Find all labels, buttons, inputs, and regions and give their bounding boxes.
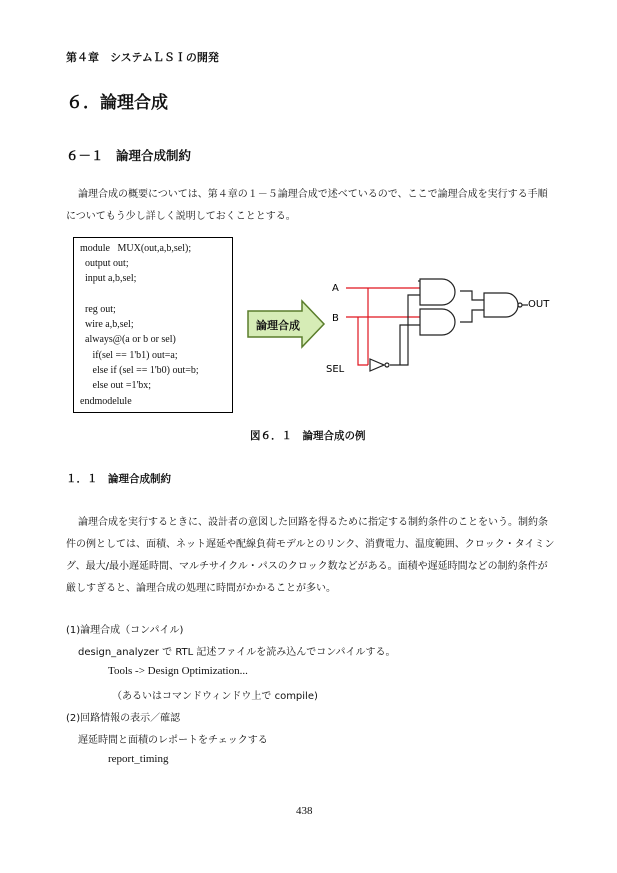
nand-bubble-icon [518,303,522,307]
inverter-icon [370,359,384,371]
subsubsection-title: １．１ 論理合成制約 [66,473,171,485]
intro-paragraph: 論理合成の概要については、第４章の１－５論理合成で述べているので、ここで論理合成を実行する手順についてもう少し詳しく説明しておくこととする。 [66,189,548,222]
input-b-label: B [332,313,339,324]
verilog-code-box [73,237,233,413]
page-number: 438 [296,805,313,817]
step2-description: 遅延時間と面積のレポートをチェックする [78,735,268,746]
input-a-label: A [332,283,339,294]
input-sel-label: SEL [326,364,345,375]
code-line: if(sel == 1'b1) out=a; [80,350,178,361]
inverter-bubble-icon [385,363,389,367]
red-wires [346,288,420,365]
and-gate-lower-icon [420,309,455,335]
code-line: output out; [80,258,129,269]
step2-command: report_timing [108,753,169,765]
and-gate-upper-icon [420,279,455,305]
code-line: input a,b,sel; [80,273,137,284]
figure-caption: 図６．１ 論理合成の例 [250,430,366,442]
step1-heading: (1)論理合成（コンパイル) [66,625,184,636]
step1-alternative: （あるいはコマンドウィンドウ上で compile) [112,691,318,702]
mux-circuit-diagram [240,255,560,385]
body-paragraph: 論理合成を実行するときに、設計者の意図した回路を得るために指定する制約条件のことをいう。制約条件の例としては、面積、ネット遅延や配線負荷モデルとのリンク、消費電力、温度範囲、クロック・タイミング、最大/最小遅延時間、マルチサイクル・パスのクロック数などがある。面積や遅延時間などの制約条件が厳しすぎると、論理合成の処理に時間がかかることが多い。 [66,517,555,594]
nand-gate-icon [484,293,518,317]
code-line: else out =1'bx; [80,380,152,391]
output-label: OUT [528,299,550,310]
code-line: reg out; [80,304,116,315]
step2-heading: (2)回路情報の表示／確認 [66,713,181,724]
chapter-header: 第４章 システムＬＳＩの開発 [66,51,219,64]
code-line: always@(a or b or sel) [80,334,176,345]
arrow-label: 論理合成 [256,319,300,332]
step1-description: design_analyzer で RTL 記述ファイルを読み込んでコンパイルする。 [78,647,396,658]
code-line: else if (sel == 1'b0) out=b; [80,365,199,376]
subsection-title: ６－１ 論理合成制約 [66,148,192,163]
section-title: ６．論理合成 [66,93,168,113]
code-line: wire a,b,sel; [80,319,134,330]
code-line: module MUX(out,a,b,sel); [80,243,192,254]
code-line: endmodelule [80,396,132,407]
step1-command: Tools -> Design Optimization... [108,665,248,677]
